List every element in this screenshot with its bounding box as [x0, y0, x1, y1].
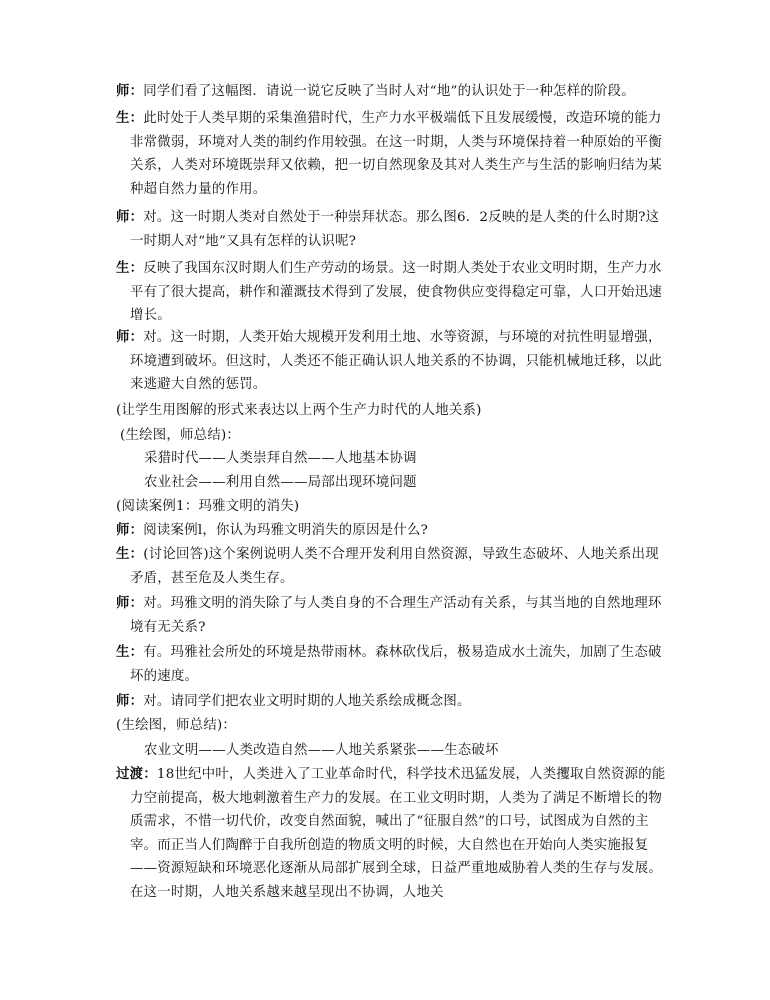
- summary-note: [120, 424, 660, 448]
- speaker-label: 师：: [116, 693, 144, 709]
- paragraph-teacher-1: [116, 80, 670, 104]
- paragraph-text: 此时处于人类早期的采集渔猎时代，生产力水平极端低下且发展缓慢，改造环境的能力非常微弱，环境对人类的制约作用较强。在这一时期，人类与环境保持着一种原始的平衡关系，人类对环境既崇拜又依赖，把一切自然现象及其对人类生产与生活的影响归结为某种超自然力量的作用。: [130, 111, 662, 197]
- speaker-label: 生：: [116, 644, 144, 660]
- paragraph-text: (讨论回答)这个案例说明人类不合理开发利用自然资源，导致生态破坏、人地关系出现矛盾，甚至危及人类生存。: [130, 547, 659, 586]
- paragraph-text: (生绘图，师总结)：: [120, 428, 241, 443]
- paragraph-teacher-5: [116, 592, 670, 639]
- speaker-label: 生：: [116, 110, 144, 126]
- paragraph-text: (生绘图，师总结)：: [116, 718, 237, 733]
- paragraph-text: (让学生用图解的形式来表达以上两个生产力时代的人地关系): [116, 403, 482, 418]
- paragraph-text: 采猎时代——人类崇拜自然——人地基本协调: [144, 451, 417, 466]
- paragraph-text: 对。请同学们把农业文明时期的人地关系绘成概念图。: [143, 694, 471, 709]
- paragraph-text: 同学们看了这幅图．请说一说它反映了当时人对“地”的认识处于一种怎样的阶段。: [143, 84, 635, 99]
- paragraph-teacher-4: [116, 519, 670, 543]
- paragraph-text: 反映了我国东汉时期人们生产劳动的场景。这一时期人类处于农业文明时期，生产力水平有了很大提高，耕作和灌溉技术得到了发展，使食物供应变得稳定可靠，人口开始迅速增长。: [130, 261, 662, 324]
- paragraph-student-4: [116, 641, 670, 688]
- paragraph-teacher-6: [116, 690, 670, 714]
- paragraph-text: 农业社会——利用自然——局部出现环境问题: [144, 475, 417, 490]
- speaker-label: 师：: [116, 209, 144, 225]
- speaker-label: 师：: [116, 83, 144, 99]
- paragraph-text: 对。这一时期，人类开始大规模开发利用土地、水等资源，与环境的对抗性明显增强，环境遭到破坏。但这时，人类还不能正确认识人地关系的不协调，只能机械地迁移，以此来逃避大自然的惩罚。: [130, 330, 662, 393]
- paragraph-text: (阅读案例1：玛雅文明的消失): [116, 499, 300, 514]
- speaker-label: 师：: [116, 329, 144, 345]
- speaker-label: 过渡：: [116, 766, 157, 782]
- paragraph-text: 农业文明——人类改造自然——人地关系紧张——生态破坏: [144, 743, 499, 758]
- speaker-label: 师：: [116, 522, 144, 538]
- paragraph-teacher-2: [116, 206, 670, 253]
- paragraph-student-3: [116, 543, 670, 590]
- paragraph-teacher-3: [116, 326, 670, 397]
- paragraph-text: 对。玛雅文明的消失除了与人类自身的不合理生产活动有关系，与其当地的自然地理环境有无关系?: [130, 596, 662, 635]
- instruction-note: [116, 399, 656, 423]
- paragraph-text: 对。这一时期人类对自然处于一种崇拜状态。那么图6．2反映的是人类的什么时期?这一时期人对“地”又具有怎样的认识呢?: [130, 210, 660, 249]
- speaker-label: 生：: [116, 546, 144, 562]
- paragraph-student-1: [116, 107, 670, 201]
- speaker-label: 师：: [116, 595, 144, 611]
- case-reading-note: [116, 495, 656, 519]
- paragraph-text: 有。玛雅社会所处的环境是热带雨林。森林砍伐后，极易造成水土流失，加剧了生态破坏的速度。: [130, 645, 662, 684]
- summary-note-2: [116, 714, 656, 738]
- speaker-label: 生：: [116, 260, 144, 276]
- paragraph-text: 阅读案例l，你认为玛雅文明消失的原因是什么?: [143, 523, 429, 538]
- summary-line-2: [144, 471, 684, 495]
- paragraph-text: 18世纪中叶，人类进入了工业革命时代，科学技术迅猛发展，人类攫取自然资源的能力空前提高，极大地刺激着生产力的发展。在工业文明时期，人类为了满足不断增长的物质需求，不惜一切代价，改变自然面貌，喊出了“征服自然”的口号，试图成为自然的主宰。而正当人们陶醉于自我所创造的物质文明的时候，大自然也在开始向人类实施报复——资源短缺和环境恶化逐渐从局部扩展到全球，日益严重地威胁着人类的生存与发展。在这一时期，人地关系越来越呈现出不协调，人地关: [130, 767, 666, 900]
- paragraph-student-2: [116, 257, 670, 328]
- paragraph-transition: [116, 763, 670, 905]
- summary-line-1: [144, 447, 684, 471]
- summary-line-3: [144, 739, 684, 763]
